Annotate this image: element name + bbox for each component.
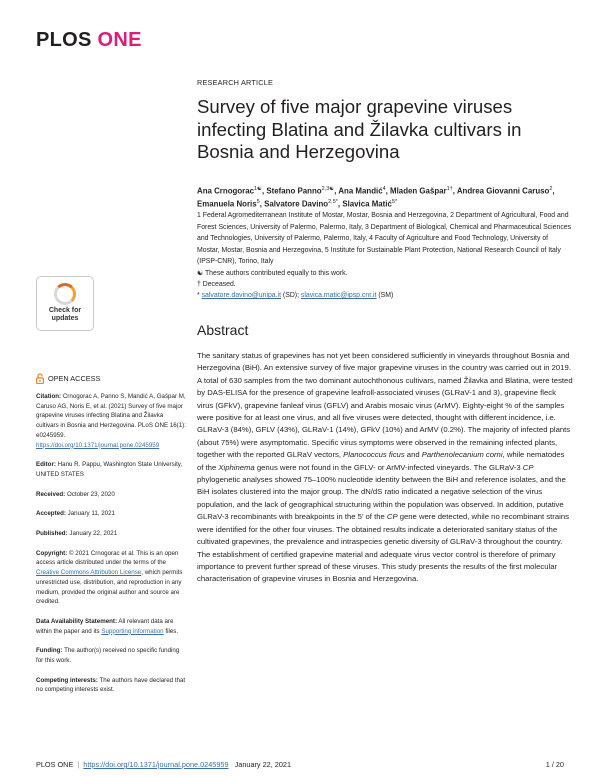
author-name: Emanuela Noris xyxy=(197,199,257,209)
citation: Citation: Crnogorac A, Panno S, Mandić A, Gašpar M, Caruso AG, Noris E, et al. (2021) Survey of five major grapevine viruses infecting Blatina and Žilavka cultivars in Bosnia and Herzegovina. PLoS ONE 16(1): e0245959. https://doi.org/10.1371/journal.pone.0245959 xyxy=(36,393,186,449)
author-name: Andrea Giovanni Caruso xyxy=(456,186,550,196)
editor: Editor: Hanu R. Pappu, Washington State University, UNITED STATES xyxy=(36,461,183,478)
funding: Funding: The author(s) received no specific funding for this work. xyxy=(36,647,180,665)
author-name: Salvatore Davino xyxy=(264,199,329,209)
check-updates-icon xyxy=(54,283,76,305)
author-notes xyxy=(197,268,572,301)
logo-one: ONE xyxy=(97,29,142,51)
copyright: Copyright: © 2021 Crnogorac et al. This is an open access article distributed under the terms of the Creative Commons Attribution License, which permits unrestricted use, distribution, and reproduction in any medium, provided the original author and source are credited. xyxy=(36,549,183,606)
article-type: RESEARCH ARTICLE xyxy=(197,78,274,87)
received-date: Received: October 23, 2020 xyxy=(36,490,115,498)
abstract-heading: Abstract xyxy=(197,322,249,338)
author-affiliation-marker: 2,3☯ xyxy=(321,186,335,192)
check-for-updates-badge[interactable]: Check for updates xyxy=(36,276,94,331)
equal-contribution-note: ☯ These authors contributed equally to this work. xyxy=(197,270,348,277)
author-affiliation-marker: 4 xyxy=(382,186,386,192)
logo-plos: PLOS xyxy=(36,29,92,51)
page-number: 1 / 20 xyxy=(545,760,564,769)
author-name: Ana Crnogorac xyxy=(197,186,254,196)
author-affiliation-marker: 2,5* xyxy=(328,198,338,205)
cc-license-link[interactable]: Creative Commons Attribution License xyxy=(36,569,142,577)
footer-doi-link[interactable]: https://doi.org/10.1371/journal.pone.0245959 xyxy=(83,760,229,769)
citation-doi-link[interactable]: https://doi.org/10.1371/journal.pone.0245959 xyxy=(36,441,160,449)
author-name: Ana Mandić xyxy=(338,186,383,196)
author-affiliation-marker: 1☯ xyxy=(254,186,262,192)
competing-interests: Competing interests: The authors have declared that no competing interests exist. xyxy=(36,676,186,694)
email-link-davino[interactable]: salvatore.davino@unipa.it xyxy=(201,292,282,299)
published-date: Published: January 22, 2021 xyxy=(36,530,118,538)
open-lock-icon xyxy=(36,373,44,384)
deceased-note: † Deceased. xyxy=(197,281,236,288)
footer-citation: PLOS ONE | https://doi.org/10.1371/journal.pone.0245959 January 22, 2021 xyxy=(36,760,292,769)
author-name: Stefano Panno xyxy=(266,186,322,196)
author-affiliation-marker: 2 xyxy=(549,186,553,192)
author-affiliation-marker: 5* xyxy=(391,198,398,205)
article-info-sidebar xyxy=(36,392,186,705)
data-availability: Data Availability Statement: All relevant data are within the paper and its Supporting information files. xyxy=(36,617,179,635)
author-affiliation-marker: 5 xyxy=(256,198,260,205)
affiliations: 1 Federal Agromediterranean Institute of Mostar, Mostar, Bosnia and Herzegovina, 2 Department of Agricultural, Food and Forest Sciences, University of Palermo, Palermo, Italy, 3 Department of Biological, Chemical and Pharmaceutical Sciences and Technologies, University of Palermo, Palermo, Italy, 4 Faculty of Agriculture and Food Technology, University of Mostar, Mostar, Bosnia and Herzegovina, 5 Institute for Sustainable Plant Protection, National Research Council of Italy (IPSP-CNR), Torino, Italy xyxy=(197,212,572,266)
author-affiliation-marker: 1† xyxy=(446,186,453,192)
journal-logo xyxy=(36,29,142,52)
author-list: Ana Crnogorac$^{1☯}$, Stefano Panno$^{2,3☯}$, Ana Mandić$^4$, Mladen Gašpar$^{1\dagger}$, Andrea Giovanni Caruso$^2$, Emanuela Noris$^5$, Salvatore Davino$^{2,5*}$, Slavica Matić$^{5*}$ xyxy=(197,186,555,209)
accepted-date: Accepted: January 11, 2021 xyxy=(36,510,115,518)
author-name: Slavica Matić xyxy=(342,199,392,209)
supporting-info-link[interactable]: Supporting information xyxy=(101,627,164,635)
author-name: Mladen Gašpar xyxy=(390,186,447,196)
correspondence-note: * salvatore.davino@unipa.it (SD); slavica.matic@ipsp.cnr.it (SM) xyxy=(197,292,394,299)
open-access-label: OPEN ACCESS xyxy=(36,373,100,384)
email-link-matic[interactable]: slavica.matic@ipsp.cnr.it xyxy=(300,292,377,299)
abstract-body: The sanitary status of grapevines has not yet been considered sufficiently in vineyards throughout Bosnia and Herzegovina (BiH). An extensive survey of five major grapevine viruses in the country was carried out in 2019. A total of 630 samples from the two dominant autochthonous cultivars, named Žilavka and Blatina, were tested by DAS-ELISA for the presence of grapevine leafroll-associated viruses (GLRaV-1 and 3), grapevine fleck virus (GFkV), grapevine fanleaf virus (GFLV) and Arabis mosaic virus (ArMV). Eighty-eight % of the samples were positive for at least one virus, and all five viruses were detected, thought with different incidence, i.e. GLRaV-3 (84%), GFLV (43%), GLRaV-1 (14%), GFkV (10%) and ArMV (0.2%). The majority of infected plants (about 75%) were asymptomatic. Specific virus symptoms were observed in the remaining infected plants, together with the reported GLRaV vectors, Planococcus ficus and Parthenolecanium corni, while nematodes of the Xiphinema genus were not found in the GFLV- or ArMV-infected vineyards. The GLRaV-3 CP phylogenetic analyses showed 75–100% nucleotide identity between the BiH and reference isolates, and the BiH isolates clustered into the major group. The dN/dS ratio indicated a negative selection of the virus population, and the lack of geographical structuring within the population was observed. In addition, putative GLRaV-3 recombinants with breakpoints in the 5′ of the CP gene were detected, while no recombinant strains were identified for the other four viruses. The obtained results indicate a deteriorated sanitary status of the cultivated grapevines, the prevalence and intraspecies genetic diversity of GLRaV-3 throughout the country. The establishment of certified grapevine material and adequate virus vector control is therefore of primary importance to prevent further spread of these viruses. This study presents the results of the first molecular characterisation of grapevine viruses in Bosnia and Herzegovina. xyxy=(197,351,573,584)
article-title: Survey of five major grapevine viruses infecting Blatina and Žilavka cultivars in Bosnia and Herzegovina xyxy=(197,96,522,162)
